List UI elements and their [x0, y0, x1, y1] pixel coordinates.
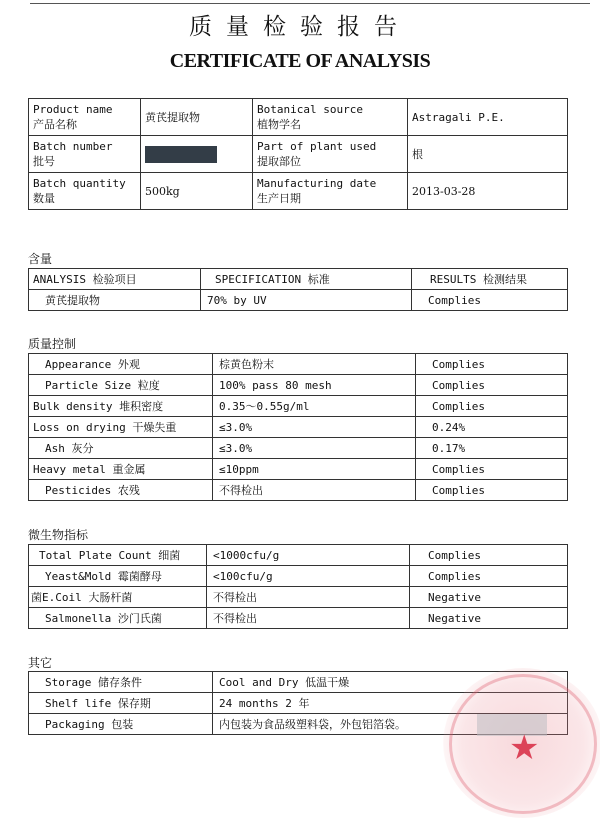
other-item: Storage 储存条件 — [29, 672, 213, 693]
page-title-cn: 质量检验报告 — [189, 14, 411, 40]
analysis-item: Bulk density 堆积密度 — [29, 396, 213, 417]
result-value: Negative — [410, 587, 568, 608]
other-value: Cool and Dry 低温干燥 — [213, 672, 568, 693]
analysis-item: Yeast&Mold 霉菌酵母 — [29, 566, 207, 587]
specification-value: ≤3.0% — [213, 417, 416, 438]
result-value: Complies — [416, 459, 568, 480]
specification-value: 不得检出 — [207, 608, 410, 629]
product-name-value: 黄芪提取物 — [141, 99, 253, 136]
table-row — [29, 99, 568, 136]
redaction-block — [145, 146, 217, 163]
column-header-analysis: ANALYSIS 检验项目 — [29, 269, 201, 290]
table-row — [29, 417, 568, 438]
table-row — [29, 136, 568, 173]
other-value: 24 months 2 年 — [213, 693, 568, 714]
batch-number-value — [141, 136, 253, 173]
microbiology-table — [28, 544, 568, 629]
result-value: Complies — [416, 480, 568, 501]
analysis-item: Salmonella 沙门氏菌 — [29, 608, 207, 629]
analysis-item: Particle Size 粒度 — [29, 375, 213, 396]
section-heading-content: 含量 — [28, 252, 53, 266]
result-value: 0.17% — [416, 438, 568, 459]
specification-value: ≤10ppm — [213, 459, 416, 480]
specification-value: <100cfu/g — [207, 566, 410, 587]
table-row — [29, 375, 568, 396]
part-used-value: 根 — [408, 136, 568, 173]
specification-value: ≤3.0% — [213, 438, 416, 459]
specification-value: 棕黄色粉末 — [213, 354, 416, 375]
table-row — [29, 587, 568, 608]
result-value: Negative — [410, 608, 568, 629]
analysis-item: Ash 灰分 — [29, 438, 213, 459]
specification-value: <1000cfu/g — [207, 545, 410, 566]
table-row — [29, 290, 568, 311]
star-icon: ★ — [509, 728, 540, 768]
table-row — [29, 396, 568, 417]
section-heading-quality: 质量控制 — [28, 337, 77, 351]
table-row — [29, 480, 568, 501]
result-value: Complies — [410, 545, 568, 566]
analysis-item: Heavy metal 重金属 — [29, 459, 213, 480]
analysis-item: 黄芪提取物 — [29, 290, 201, 311]
analysis-item: Loss on drying 干燥失重 — [29, 417, 213, 438]
botanical-source-value: Astragali P.E. — [408, 99, 568, 136]
table-row — [29, 459, 568, 480]
result-value: Complies — [416, 354, 568, 375]
botanical-source-label: Botanical source 植物学名 — [253, 99, 408, 136]
content-table — [28, 268, 568, 311]
other-item: Packaging 包装 — [29, 714, 213, 735]
specification-value: 不得检出 — [207, 587, 410, 608]
column-header-specification: SPECIFICATION 标准 — [201, 269, 412, 290]
section-heading-microbiology: 微生物指标 — [28, 528, 89, 542]
table-row — [29, 545, 568, 566]
quality-control-table — [28, 353, 568, 501]
manufacturing-date-label: Manufacturing date 生产日期 — [253, 173, 408, 210]
top-rule — [30, 3, 590, 4]
specification-value: 70% by UV — [201, 290, 412, 311]
table-row — [29, 608, 568, 629]
specification-value: 100% pass 80 mesh — [213, 375, 416, 396]
result-value: Complies — [410, 566, 568, 587]
analysis-item: 菌E.Coil 大肠杆菌 — [29, 587, 207, 608]
page-title-en: CERTIFICATE OF ANALYSIS — [169, 50, 431, 72]
analysis-item: Appearance 外观 — [29, 354, 213, 375]
result-value: Complies — [416, 375, 568, 396]
specification-value: 不得检出 — [213, 480, 416, 501]
other-item: Shelf life 保存期 — [29, 693, 213, 714]
table-row — [29, 566, 568, 587]
other-value: 内包装为食品级塑料袋，外包铝箔袋。 — [213, 714, 568, 735]
table-header-row — [29, 269, 568, 290]
product-info-table — [28, 98, 568, 210]
table-row — [29, 438, 568, 459]
result-value: Complies — [416, 396, 568, 417]
batch-number-label: Batch number 批号 — [29, 136, 141, 173]
section-heading-other: 其它 — [28, 656, 53, 670]
analysis-item: Pesticides 农残 — [29, 480, 213, 501]
specification-value: 0.35～0.55g/ml — [213, 396, 416, 417]
result-value: Complies — [412, 290, 568, 311]
part-used-label: Part of plant used 提取部位 — [253, 136, 408, 173]
column-header-results: RESULTS 检测结果 — [412, 269, 568, 290]
table-row — [29, 173, 568, 210]
company-seal-stamp — [443, 668, 600, 818]
manufacturing-date-value: 2013-03-28 — [408, 173, 568, 210]
table-row — [29, 354, 568, 375]
batch-quantity-value: 500kg — [141, 173, 253, 210]
batch-quantity-label: Batch quantity 数量 — [29, 173, 141, 210]
product-name-label: Product name 产品名称 — [29, 99, 141, 136]
analysis-item: Total Plate Count 细菌 — [29, 545, 207, 566]
result-value: 0.24% — [416, 417, 568, 438]
